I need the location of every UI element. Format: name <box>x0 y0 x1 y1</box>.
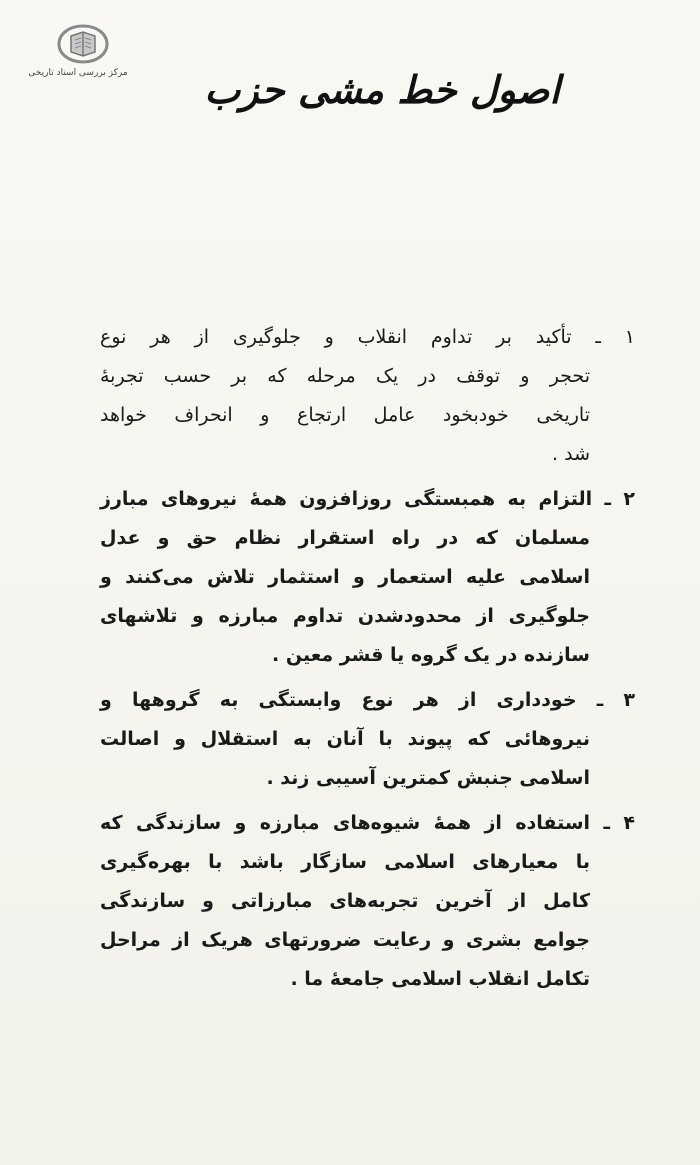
text-line: ۴ ـ استفاده از همهٔ شیوه‌های مبارزه و سازندگی که <box>100 812 635 834</box>
principle-item-1 <box>100 318 635 474</box>
text-line: تحجر و توقف در یک مرحله که بر حسب تجربهٔ <box>100 365 590 387</box>
text-line: با معیارهای اسلامی سازگار باشد با بهره‌گیری <box>100 851 590 873</box>
archive-emblem-icon <box>51 22 115 66</box>
page-title: اصول خط مشی حزب <box>204 68 560 112</box>
text-line: ۱ ـ تأکید بر تداوم انقلاب و جلوگیری از هر نوع <box>100 326 635 348</box>
text-line: تکامل انقلاب اسلامی جامعهٔ ما . <box>290 968 590 990</box>
principles-list <box>100 318 635 999</box>
archive-logo <box>18 22 138 88</box>
principle-item-2 <box>100 480 635 675</box>
text-line: ۳ ـ خودداری از هر نوع وابستگی به گروهها و <box>100 689 635 711</box>
text-line: شد . <box>552 443 590 465</box>
text-line: سازنده در یک گروه یا قشر معین . <box>272 644 590 666</box>
principle-item-3 <box>100 681 635 798</box>
logo-caption: مرکز بررسی اسناد تاریخی <box>28 68 128 78</box>
text-line: اسلامی علیه استعمار و استثمار تلاش می‌کنند و <box>100 566 590 588</box>
text-line: اسلامی جنبش کمترین آسیبی زند . <box>266 767 590 789</box>
text-line: تاریخی خودبخود عامل ارتجاع و انحراف خواهد <box>100 404 590 426</box>
principle-item-4 <box>100 804 635 999</box>
text-line: مسلمان که در راه استقرار نظام حق و عدل <box>100 527 590 549</box>
text-line: ۲ ـ التزام به همبستگی روزافزون همهٔ نیروهای مبارز <box>100 488 635 510</box>
text-line: جوامع بشری و رعایت ضرورتهای هریک از مراحل <box>100 929 590 951</box>
text-line: جلوگیری از محدودشدن تداوم مبارزه و تلاشهای <box>100 605 590 627</box>
text-line: نیروهائی که پیوند با آنان به استقلال و اصالت <box>100 728 590 750</box>
text-line: کامل از آخرین تجربه‌های مبارزاتی و سازندگی <box>100 890 590 912</box>
